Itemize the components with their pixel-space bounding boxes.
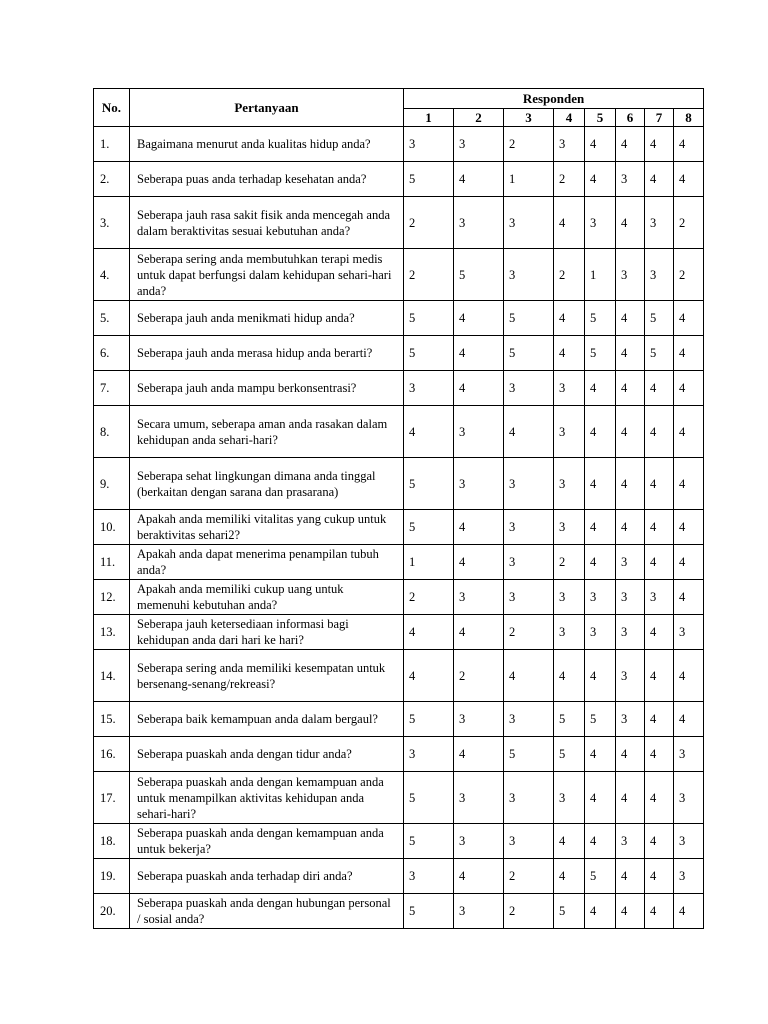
respondent-number-header: 4 bbox=[554, 109, 585, 127]
response-cell: 4 bbox=[504, 650, 554, 702]
response-cell: 3 bbox=[404, 737, 454, 772]
question-text: Seberapa puaskah anda dengan tidur anda? bbox=[130, 737, 404, 772]
response-cell: 4 bbox=[674, 702, 704, 737]
table-row bbox=[94, 737, 704, 772]
table-row bbox=[94, 162, 704, 197]
response-cell: 3 bbox=[616, 650, 645, 702]
response-cell: 4 bbox=[645, 737, 674, 772]
response-cell: 4 bbox=[616, 737, 645, 772]
response-cell: 2 bbox=[504, 615, 554, 650]
response-cell: 5 bbox=[554, 702, 585, 737]
response-cell: 1 bbox=[504, 162, 554, 197]
response-cell: 4 bbox=[645, 859, 674, 894]
response-cell: 4 bbox=[616, 371, 645, 406]
response-cell: 4 bbox=[585, 737, 616, 772]
response-cell: 4 bbox=[674, 580, 704, 615]
respondent-number-header: 7 bbox=[645, 109, 674, 127]
response-cell: 5 bbox=[404, 510, 454, 545]
row-number: 9. bbox=[94, 458, 130, 510]
respondent-number-header: 3 bbox=[504, 109, 554, 127]
question-text: Seberapa jauh ketersediaan informasi bagi kehidupan anda dari hari ke hari? bbox=[130, 615, 404, 650]
question-text: Seberapa sehat lingkungan dimana anda tinggal (berkaitan dengan sarana dan prasarana) bbox=[130, 458, 404, 510]
response-cell: 3 bbox=[674, 772, 704, 824]
response-cell: 4 bbox=[645, 371, 674, 406]
response-cell: 4 bbox=[454, 859, 504, 894]
response-cell: 4 bbox=[616, 406, 645, 458]
response-cell: 4 bbox=[585, 406, 616, 458]
response-cell: 5 bbox=[404, 336, 454, 371]
response-cell: 4 bbox=[454, 510, 504, 545]
row-number: 5. bbox=[94, 301, 130, 336]
row-number: 8. bbox=[94, 406, 130, 458]
response-cell: 3 bbox=[504, 545, 554, 580]
response-cell: 4 bbox=[454, 336, 504, 371]
response-cell: 4 bbox=[645, 406, 674, 458]
response-cell: 2 bbox=[404, 197, 454, 249]
response-cell: 4 bbox=[616, 859, 645, 894]
question-text: Seberapa puaskah anda dengan hubungan personal / sosial anda? bbox=[130, 894, 404, 929]
response-cell: 3 bbox=[554, 127, 585, 162]
respondent-number-header: 2 bbox=[454, 109, 504, 127]
response-cell: 3 bbox=[585, 615, 616, 650]
response-cell: 3 bbox=[404, 371, 454, 406]
response-cell: 2 bbox=[504, 859, 554, 894]
response-cell: 4 bbox=[404, 650, 454, 702]
response-cell: 5 bbox=[504, 301, 554, 336]
response-cell: 3 bbox=[674, 615, 704, 650]
response-cell: 3 bbox=[554, 406, 585, 458]
question-text: Seberapa puas anda terhadap kesehatan anda? bbox=[130, 162, 404, 197]
question-text: Apakah anda dapat menerima penampilan tubuh anda? bbox=[130, 545, 404, 580]
response-cell: 3 bbox=[554, 580, 585, 615]
table-row bbox=[94, 580, 704, 615]
response-cell: 4 bbox=[674, 894, 704, 929]
response-cell: 1 bbox=[585, 249, 616, 301]
respondent-number-header: 6 bbox=[616, 109, 645, 127]
response-cell: 3 bbox=[554, 371, 585, 406]
response-cell: 3 bbox=[554, 510, 585, 545]
response-cell: 5 bbox=[645, 336, 674, 371]
questionnaire-table bbox=[93, 88, 704, 929]
response-cell: 3 bbox=[454, 458, 504, 510]
response-cell: 4 bbox=[454, 615, 504, 650]
response-cell: 4 bbox=[554, 197, 585, 249]
response-cell: 5 bbox=[404, 458, 454, 510]
response-cell: 3 bbox=[454, 197, 504, 249]
row-number: 10. bbox=[94, 510, 130, 545]
response-cell: 4 bbox=[585, 458, 616, 510]
question-text: Apakah anda memiliki cukup uang untuk memenuhi kebutuhan anda? bbox=[130, 580, 404, 615]
response-cell: 2 bbox=[554, 162, 585, 197]
response-cell: 3 bbox=[504, 249, 554, 301]
table-row bbox=[94, 406, 704, 458]
response-cell: 4 bbox=[674, 371, 704, 406]
row-number: 4. bbox=[94, 249, 130, 301]
row-number: 19. bbox=[94, 859, 130, 894]
response-cell: 2 bbox=[674, 249, 704, 301]
response-cell: 4 bbox=[585, 545, 616, 580]
response-cell: 4 bbox=[674, 458, 704, 510]
response-cell: 2 bbox=[404, 580, 454, 615]
question-text: Seberapa puaskah anda terhadap diri anda? bbox=[130, 859, 404, 894]
respondent-number-header: 5 bbox=[585, 109, 616, 127]
response-cell: 4 bbox=[554, 301, 585, 336]
response-cell: 4 bbox=[645, 772, 674, 824]
table-row bbox=[94, 510, 704, 545]
response-cell: 2 bbox=[554, 545, 585, 580]
response-cell: 4 bbox=[645, 127, 674, 162]
response-cell: 4 bbox=[645, 650, 674, 702]
row-number: 12. bbox=[94, 580, 130, 615]
response-cell: 4 bbox=[616, 127, 645, 162]
response-cell: 5 bbox=[585, 702, 616, 737]
response-cell: 4 bbox=[404, 406, 454, 458]
response-cell: 3 bbox=[454, 127, 504, 162]
row-number: 13. bbox=[94, 615, 130, 650]
table-row bbox=[94, 371, 704, 406]
response-cell: 4 bbox=[585, 824, 616, 859]
response-cell: 5 bbox=[585, 859, 616, 894]
response-cell: 5 bbox=[504, 336, 554, 371]
response-cell: 3 bbox=[645, 249, 674, 301]
respondent-header: Responden bbox=[404, 89, 704, 109]
response-cell: 4 bbox=[674, 336, 704, 371]
table-row bbox=[94, 702, 704, 737]
question-text: Apakah anda memiliki vitalitas yang cukup untuk beraktivitas sehari2? bbox=[130, 510, 404, 545]
row-number: 6. bbox=[94, 336, 130, 371]
response-cell: 4 bbox=[645, 458, 674, 510]
response-cell: 3 bbox=[404, 127, 454, 162]
question-text: Seberapa baik kemampuan anda dalam bergaul? bbox=[130, 702, 404, 737]
question-text: Bagaimana menurut anda kualitas hidup anda? bbox=[130, 127, 404, 162]
respondent-number-header: 8 bbox=[674, 109, 704, 127]
question-text: Seberapa jauh anda menikmati hidup anda? bbox=[130, 301, 404, 336]
response-cell: 3 bbox=[554, 458, 585, 510]
row-number: 1. bbox=[94, 127, 130, 162]
table-row bbox=[94, 615, 704, 650]
response-cell: 3 bbox=[504, 824, 554, 859]
response-cell: 5 bbox=[454, 249, 504, 301]
response-cell: 5 bbox=[404, 824, 454, 859]
response-cell: 4 bbox=[616, 301, 645, 336]
response-cell: 2 bbox=[404, 249, 454, 301]
question-text: Seberapa jauh rasa sakit fisik anda mencegah anda dalam beraktivitas sesuai kebutuhan anda? bbox=[130, 197, 404, 249]
response-cell: 3 bbox=[674, 824, 704, 859]
response-cell: 3 bbox=[454, 406, 504, 458]
table-row bbox=[94, 650, 704, 702]
response-cell: 4 bbox=[585, 162, 616, 197]
row-number: 3. bbox=[94, 197, 130, 249]
response-cell: 4 bbox=[674, 301, 704, 336]
response-cell: 4 bbox=[674, 545, 704, 580]
response-cell: 4 bbox=[645, 162, 674, 197]
response-cell: 5 bbox=[404, 702, 454, 737]
response-cell: 3 bbox=[585, 197, 616, 249]
response-cell: 3 bbox=[454, 824, 504, 859]
question-text: Seberapa puaskah anda dengan kemampuan anda untuk menampilkan aktivitas kehidupan anda sehari-hari? bbox=[130, 772, 404, 824]
response-cell: 4 bbox=[554, 336, 585, 371]
response-cell: 5 bbox=[645, 301, 674, 336]
table-row bbox=[94, 824, 704, 859]
respondent-number-header: 1 bbox=[404, 109, 454, 127]
table-row bbox=[94, 336, 704, 371]
response-cell: 4 bbox=[616, 510, 645, 545]
row-number: 14. bbox=[94, 650, 130, 702]
response-cell: 5 bbox=[554, 737, 585, 772]
row-number: 20. bbox=[94, 894, 130, 929]
row-number: 18. bbox=[94, 824, 130, 859]
response-cell: 4 bbox=[585, 650, 616, 702]
response-cell: 4 bbox=[616, 894, 645, 929]
response-cell: 2 bbox=[504, 127, 554, 162]
response-cell: 5 bbox=[504, 737, 554, 772]
row-number: 11. bbox=[94, 545, 130, 580]
response-cell: 3 bbox=[504, 772, 554, 824]
response-cell: 3 bbox=[454, 580, 504, 615]
response-cell: 3 bbox=[645, 197, 674, 249]
response-cell: 4 bbox=[616, 772, 645, 824]
response-cell: 4 bbox=[585, 894, 616, 929]
response-cell: 3 bbox=[504, 702, 554, 737]
response-cell: 4 bbox=[674, 406, 704, 458]
response-cell: 4 bbox=[454, 371, 504, 406]
response-cell: 4 bbox=[674, 650, 704, 702]
response-cell: 4 bbox=[645, 615, 674, 650]
table-row bbox=[94, 772, 704, 824]
response-cell: 2 bbox=[454, 650, 504, 702]
response-cell: 4 bbox=[404, 615, 454, 650]
table-row bbox=[94, 859, 704, 894]
row-number: 17. bbox=[94, 772, 130, 824]
question-text: Seberapa sering anda membutuhkan terapi medis untuk dapat berfungsi dalam kehidupan sehari-hari anda? bbox=[130, 249, 404, 301]
response-cell: 4 bbox=[504, 406, 554, 458]
response-cell: 4 bbox=[616, 197, 645, 249]
table-row bbox=[94, 197, 704, 249]
response-cell: 4 bbox=[645, 824, 674, 859]
response-cell: 3 bbox=[504, 197, 554, 249]
response-cell: 5 bbox=[585, 336, 616, 371]
response-cell: 5 bbox=[404, 894, 454, 929]
response-cell: 4 bbox=[454, 162, 504, 197]
response-cell: 3 bbox=[585, 580, 616, 615]
response-cell: 4 bbox=[674, 162, 704, 197]
response-cell: 2 bbox=[504, 894, 554, 929]
response-cell: 4 bbox=[554, 824, 585, 859]
response-cell: 3 bbox=[454, 894, 504, 929]
row-number: 7. bbox=[94, 371, 130, 406]
response-cell: 1 bbox=[404, 545, 454, 580]
response-cell: 3 bbox=[504, 371, 554, 406]
response-cell: 3 bbox=[616, 702, 645, 737]
response-cell: 5 bbox=[404, 772, 454, 824]
response-cell: 3 bbox=[616, 162, 645, 197]
table-body bbox=[94, 127, 704, 929]
response-cell: 4 bbox=[454, 301, 504, 336]
response-cell: 3 bbox=[616, 615, 645, 650]
response-cell: 5 bbox=[554, 894, 585, 929]
response-cell: 3 bbox=[504, 510, 554, 545]
table-row bbox=[94, 249, 704, 301]
response-cell: 5 bbox=[404, 301, 454, 336]
row-number: 2. bbox=[94, 162, 130, 197]
question-text: Seberapa puaskah anda dengan kemampuan anda untuk bekerja? bbox=[130, 824, 404, 859]
question-header: Pertanyaan bbox=[130, 89, 404, 127]
question-text: Seberapa sering anda memiliki kesempatan untuk bersenang-senang/rekreasi? bbox=[130, 650, 404, 702]
response-cell: 4 bbox=[616, 336, 645, 371]
response-cell: 3 bbox=[645, 580, 674, 615]
response-cell: 3 bbox=[504, 580, 554, 615]
row-number: 15. bbox=[94, 702, 130, 737]
table-row bbox=[94, 301, 704, 336]
question-text: Seberapa jauh anda merasa hidup anda berarti? bbox=[130, 336, 404, 371]
table-row bbox=[94, 545, 704, 580]
table-row bbox=[94, 894, 704, 929]
response-cell: 4 bbox=[674, 127, 704, 162]
row-number: 16. bbox=[94, 737, 130, 772]
response-cell: 3 bbox=[404, 859, 454, 894]
response-cell: 3 bbox=[554, 615, 585, 650]
response-cell: 4 bbox=[454, 737, 504, 772]
response-cell: 3 bbox=[454, 702, 504, 737]
response-cell: 4 bbox=[585, 772, 616, 824]
response-cell: 4 bbox=[585, 510, 616, 545]
response-cell: 3 bbox=[454, 772, 504, 824]
response-cell: 3 bbox=[504, 458, 554, 510]
response-cell: 5 bbox=[585, 301, 616, 336]
question-text: Seberapa jauh anda mampu berkonsentrasi? bbox=[130, 371, 404, 406]
question-text: Secara umum, seberapa aman anda rasakan dalam kehidupan anda sehari-hari? bbox=[130, 406, 404, 458]
table-row bbox=[94, 458, 704, 510]
header-row bbox=[94, 89, 704, 109]
response-cell: 3 bbox=[616, 580, 645, 615]
response-cell: 3 bbox=[674, 859, 704, 894]
response-cell: 4 bbox=[585, 371, 616, 406]
response-cell: 4 bbox=[645, 702, 674, 737]
response-cell: 3 bbox=[616, 545, 645, 580]
response-cell: 4 bbox=[554, 859, 585, 894]
response-cell: 4 bbox=[554, 650, 585, 702]
response-cell: 4 bbox=[616, 458, 645, 510]
response-cell: 4 bbox=[585, 127, 616, 162]
response-cell: 3 bbox=[674, 737, 704, 772]
response-cell: 3 bbox=[554, 772, 585, 824]
response-cell: 3 bbox=[616, 824, 645, 859]
response-cell: 4 bbox=[645, 510, 674, 545]
response-cell: 3 bbox=[616, 249, 645, 301]
no-header: No. bbox=[94, 89, 130, 127]
response-cell: 5 bbox=[404, 162, 454, 197]
table-row bbox=[94, 127, 704, 162]
response-cell: 4 bbox=[674, 510, 704, 545]
response-cell: 4 bbox=[454, 545, 504, 580]
response-cell: 4 bbox=[645, 545, 674, 580]
response-cell: 2 bbox=[554, 249, 585, 301]
response-cell: 4 bbox=[645, 894, 674, 929]
response-cell: 2 bbox=[674, 197, 704, 249]
